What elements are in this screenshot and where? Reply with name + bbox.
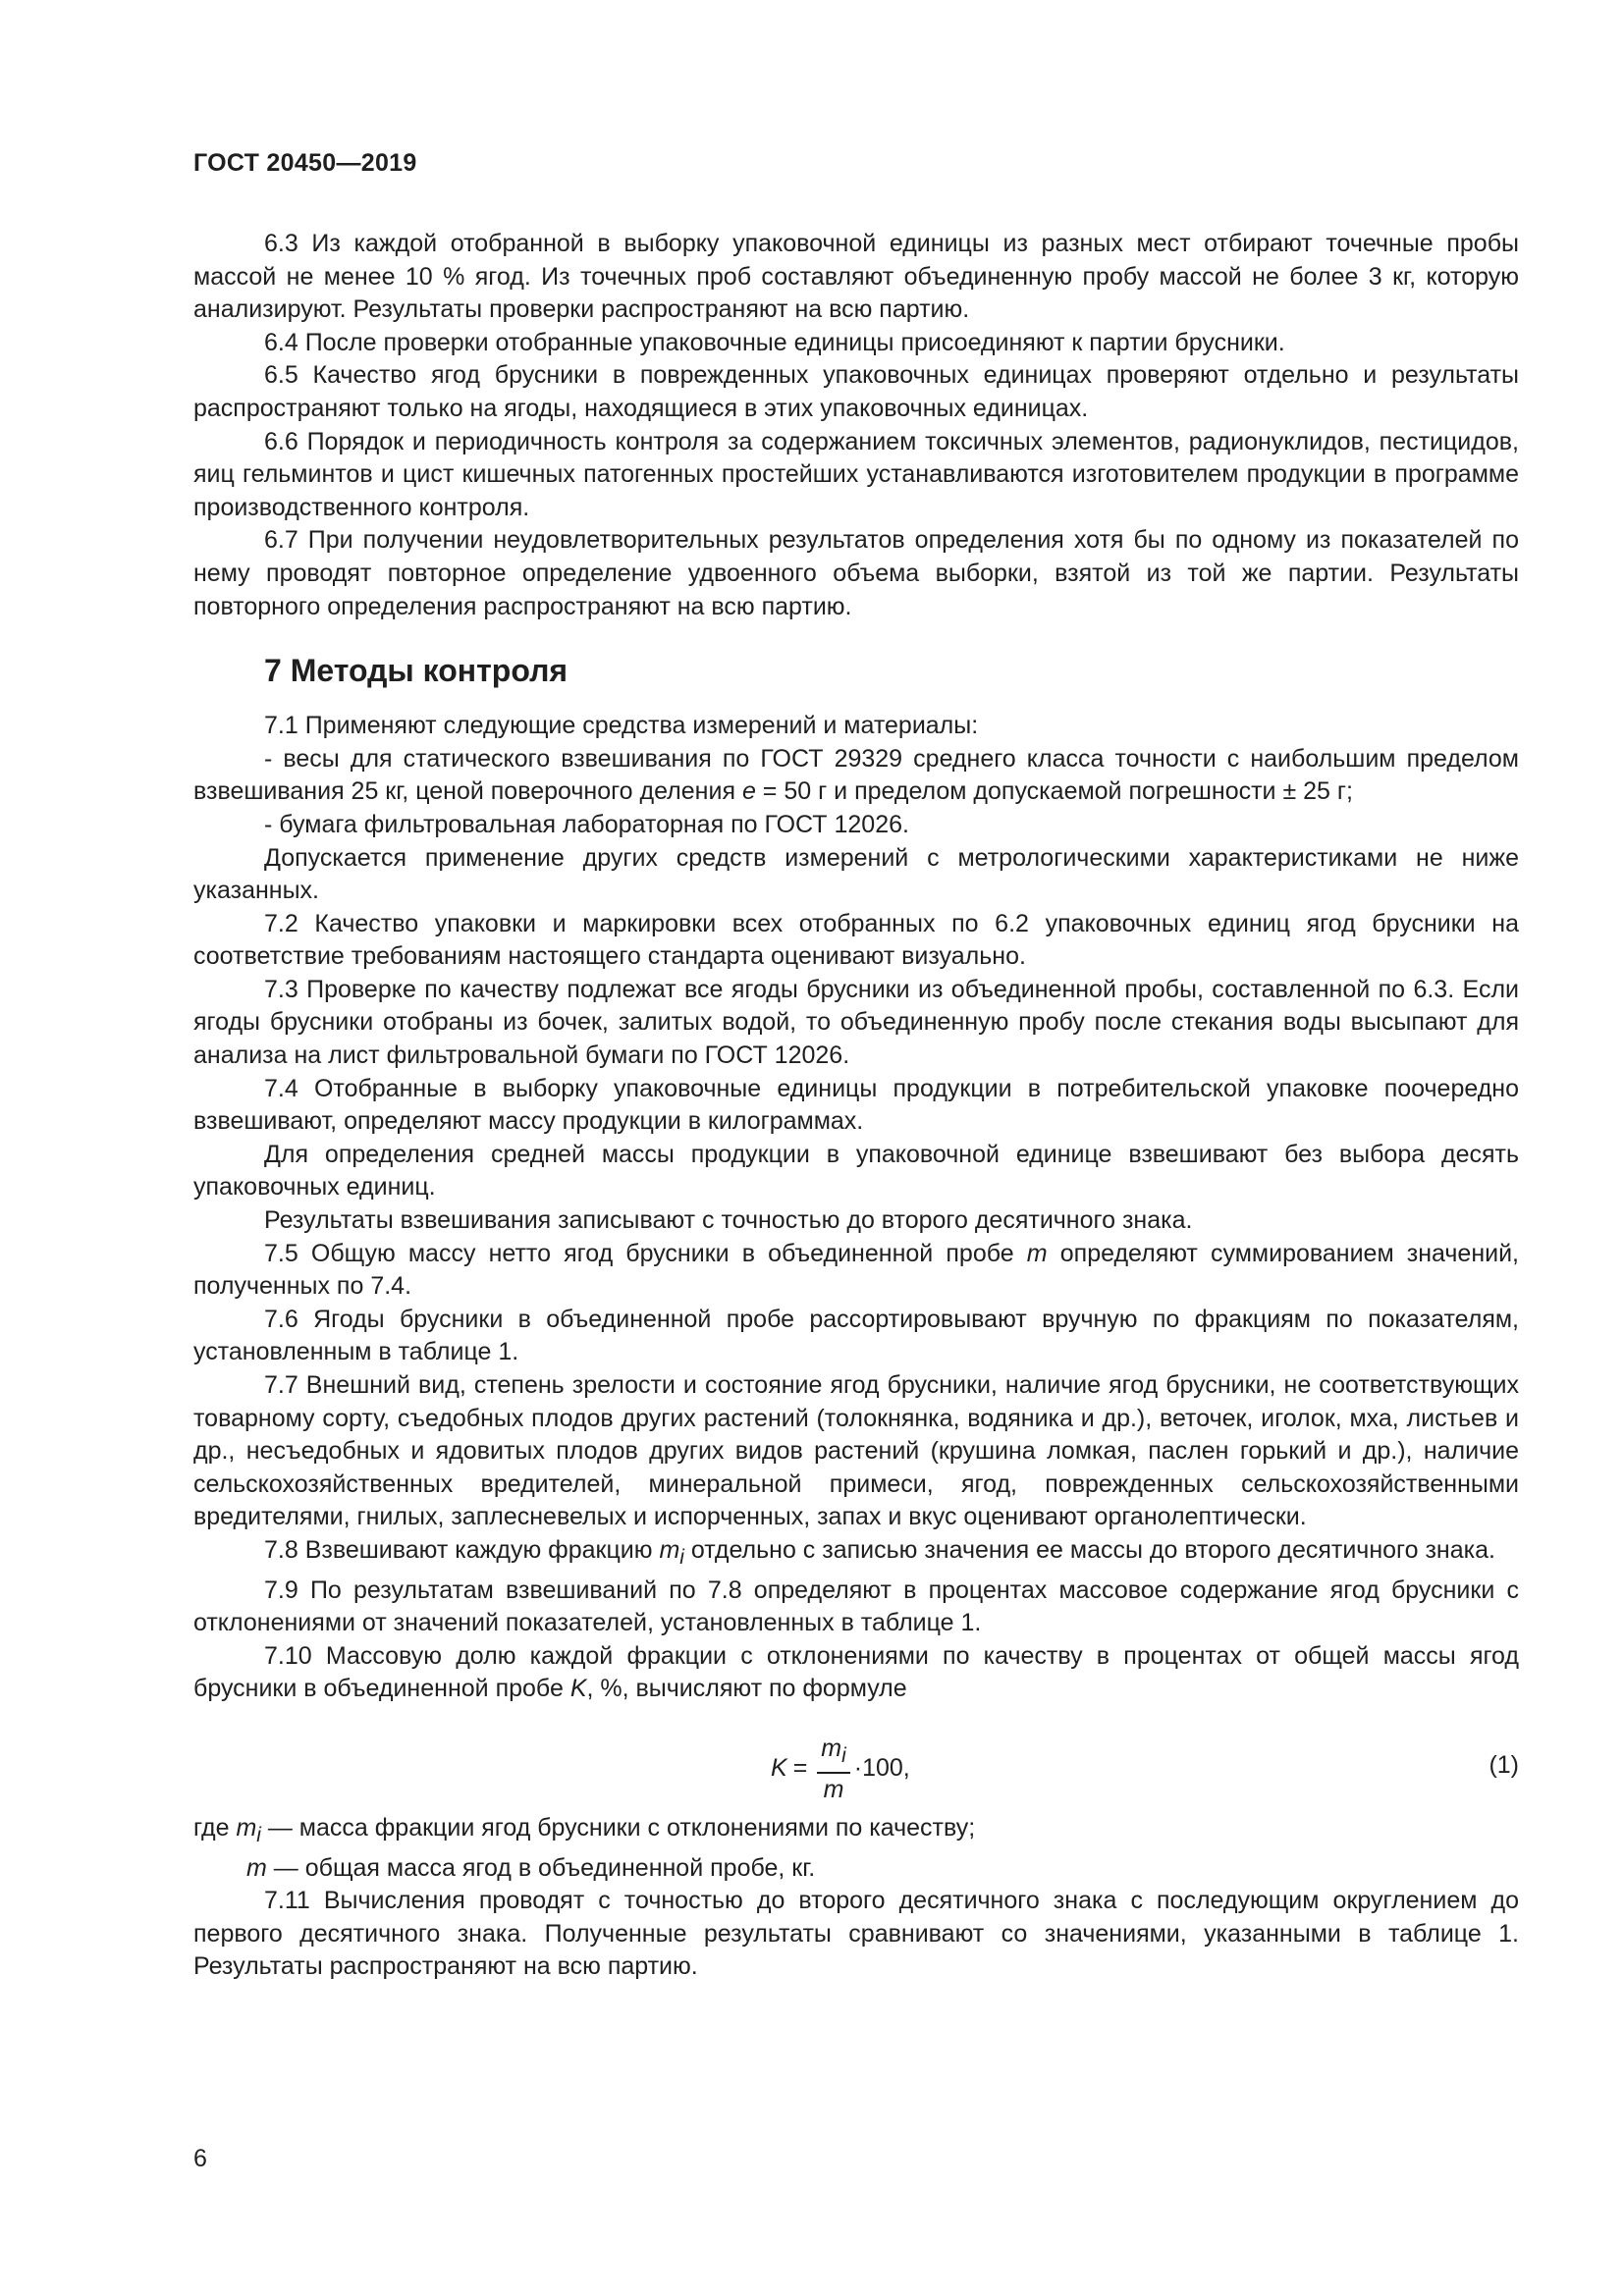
- paragraph-7-6: 7.6 Ягоды брусники в объединенной пробе рассортировывают вручную по фракциям по показателям, установленным в таблице 1.: [193, 1305, 1519, 1366]
- formula-denominator: m: [823, 1775, 844, 1803]
- paragraph-7-4-b: Для определения средней массы продукции в упаковочной единице взвешивают без выбора десять упаковочных единиц.: [193, 1140, 1519, 1201]
- list-item-scales: - весы для статического взвешивания по ГОСТ 29329 среднего класса точности с наибольшим пределом взвешивания 25 кг, ценой поверочного деления е = 50 г и пределом допускаемой погрешности ± 25 г;: [193, 744, 1519, 806]
- paragraph-7-10: 7.10 Массовую долю каждой фракции с отклонениями по качеству в процентах от общей массы ягод брусники в объединенной пробе K, %, вычисляют по формуле: [193, 1641, 1519, 1703]
- document-header: ГОСТ 20450—2019: [193, 149, 417, 177]
- paragraph-7-1-note: Допускается применение других средств измерений с метрологическими характеристиками не ниже указанных.: [193, 843, 1519, 905]
- paragraph-6-7: 6.7 При получении неудовлетворительных результатов определения хотя бы по одному из показателей по нему проводят повторное определение удвоенного объема выборки, взятой из той же партии. Результаты повторного определения распространяют на всю партию.: [193, 526, 1519, 620]
- paragraph-7-11: 7.11 Вычисления проводят с точностью до второго десятичного знака с последующим округлением до первого десятичного знака. Полученные результаты сравнивают со значениями, указанными в таблице 1. Результаты распространяют на всю партию.: [193, 1887, 1519, 1981]
- section-heading: 7 Методы контроля: [264, 653, 568, 689]
- paragraph-7-8: 7.8 Взвешивают каждую фракцию $m_i$ отдельно с записью значения ее массы до второго десятичного знака.: [264, 1535, 1495, 1569]
- formula-expression: [771, 1734, 910, 1804]
- paragraph-6-3: 6.3 Из каждой отобранной в выборку упаковочной единицы из разных мест отбирают точечные пробы массой не менее 10 % ягод. Из точечных проб составляют объединенную пробу массой не более 3 кг, которую анализируют. Результаты проверки распространяют на всю партию.: [193, 230, 1519, 324]
- formula-number: (1): [1489, 1750, 1519, 1779]
- paragraph-7-7: 7.7 Внешний вид, степень зрелости и состояние ягод брусники, наличие ягод брусники, не соответствующих товарному сорту, съедобных плодов других растений (толокнянка, водяника и др.), веточек, иголок, мха, листьев и др., несъедобных и ядовитых плодов других видов растений (крушина ломкая, паслен горький и др.), наличие сельскохозяйственных вредителей, минеральной примеси, ягод, поврежденных сельскохозяйственными вредителями, гнилых, заплесневелых и испорченных, запах и вкус оценивают органолептически.: [193, 1371, 1519, 1531]
- paragraph-7-9: 7.9 По результатам взвешиваний по 7.8 определяют в процентах массовое содержание ягод брусники с отклонениями от значений показателей, установленных в таблице 1.: [193, 1575, 1519, 1637]
- list-item-filter-paper: - бумага фильтровальная лабораторная по ГОСТ 12026.: [264, 810, 909, 838]
- document-body: [193, 228, 1519, 1984]
- formula-1: [193, 1724, 1519, 1808]
- page-number: 6: [193, 2145, 207, 2172]
- formula-lhs: K: [771, 1754, 787, 1783]
- where-clause-m: m — общая масса ягод в объединенной пробе, кг.: [246, 1853, 816, 1882]
- formula-numerator: $m_i$: [817, 1734, 849, 1774]
- formula-equals: =: [792, 1754, 808, 1783]
- paragraph-7-4: 7.4 Отобранные в выборку упаковочные единицы продукции в потребительской упаковке поочередно взвешивают, определяют массу продукции в килограммах.: [193, 1074, 1519, 1136]
- paragraph-7-5: 7.5 Общую массу нетто ягод брусники в объединенной пробе m определяют суммированием значений, полученных по 7.4.: [193, 1239, 1519, 1301]
- paragraph-7-3: 7.3 Проверке по качеству подлежат все ягоды брусники из объединенной пробы, составленной по 6.3. Если ягоды брусники отобраны из бочек, залитых водой, то объединенную пробу после стекания воды высыпают для анализа на лист фильтровальной бумаги по ГОСТ 12026.: [193, 975, 1519, 1070]
- formula-fraction: [817, 1734, 849, 1804]
- paragraph-6-6: 6.6 Порядок и периодичность контроля за содержанием токсичных элементов, радионуклидов, пестицидов, яиц гельминтов и цист кишечных патогенных простейших устанавливаются изготовителем продукции в программе производственного контроля.: [193, 427, 1519, 521]
- paragraph-7-2: 7.2 Качество упаковки и маркировки всех отобранных по 6.2 упаковочных единиц ягод брусники на соответствие требованиям настоящего стандарта оценивают визуально.: [193, 909, 1519, 971]
- where-clause-mi: где $m_i$ — масса фракции ягод брусники с отклонениями по качеству;: [193, 1813, 976, 1846]
- paragraph-6-4: 6.4 После проверки отобранные упаковочные единицы присоединяют к партии брусники.: [264, 328, 1285, 356]
- paragraph-7-4-c: Результаты взвешивания записывают с точностью до второго десятичного знака.: [264, 1206, 1193, 1235]
- paragraph-6-5: 6.5 Качество ягод брусники в поврежденных упаковочных единицах проверяют отдельно и результаты распространяют только на ягоды, находящиеся в этих упаковочных единицах.: [193, 361, 1519, 422]
- paragraph-7-1: 7.1 Применяют следующие средства измерений и материалы:: [264, 712, 979, 740]
- formula-tail: ·100,: [853, 1754, 910, 1783]
